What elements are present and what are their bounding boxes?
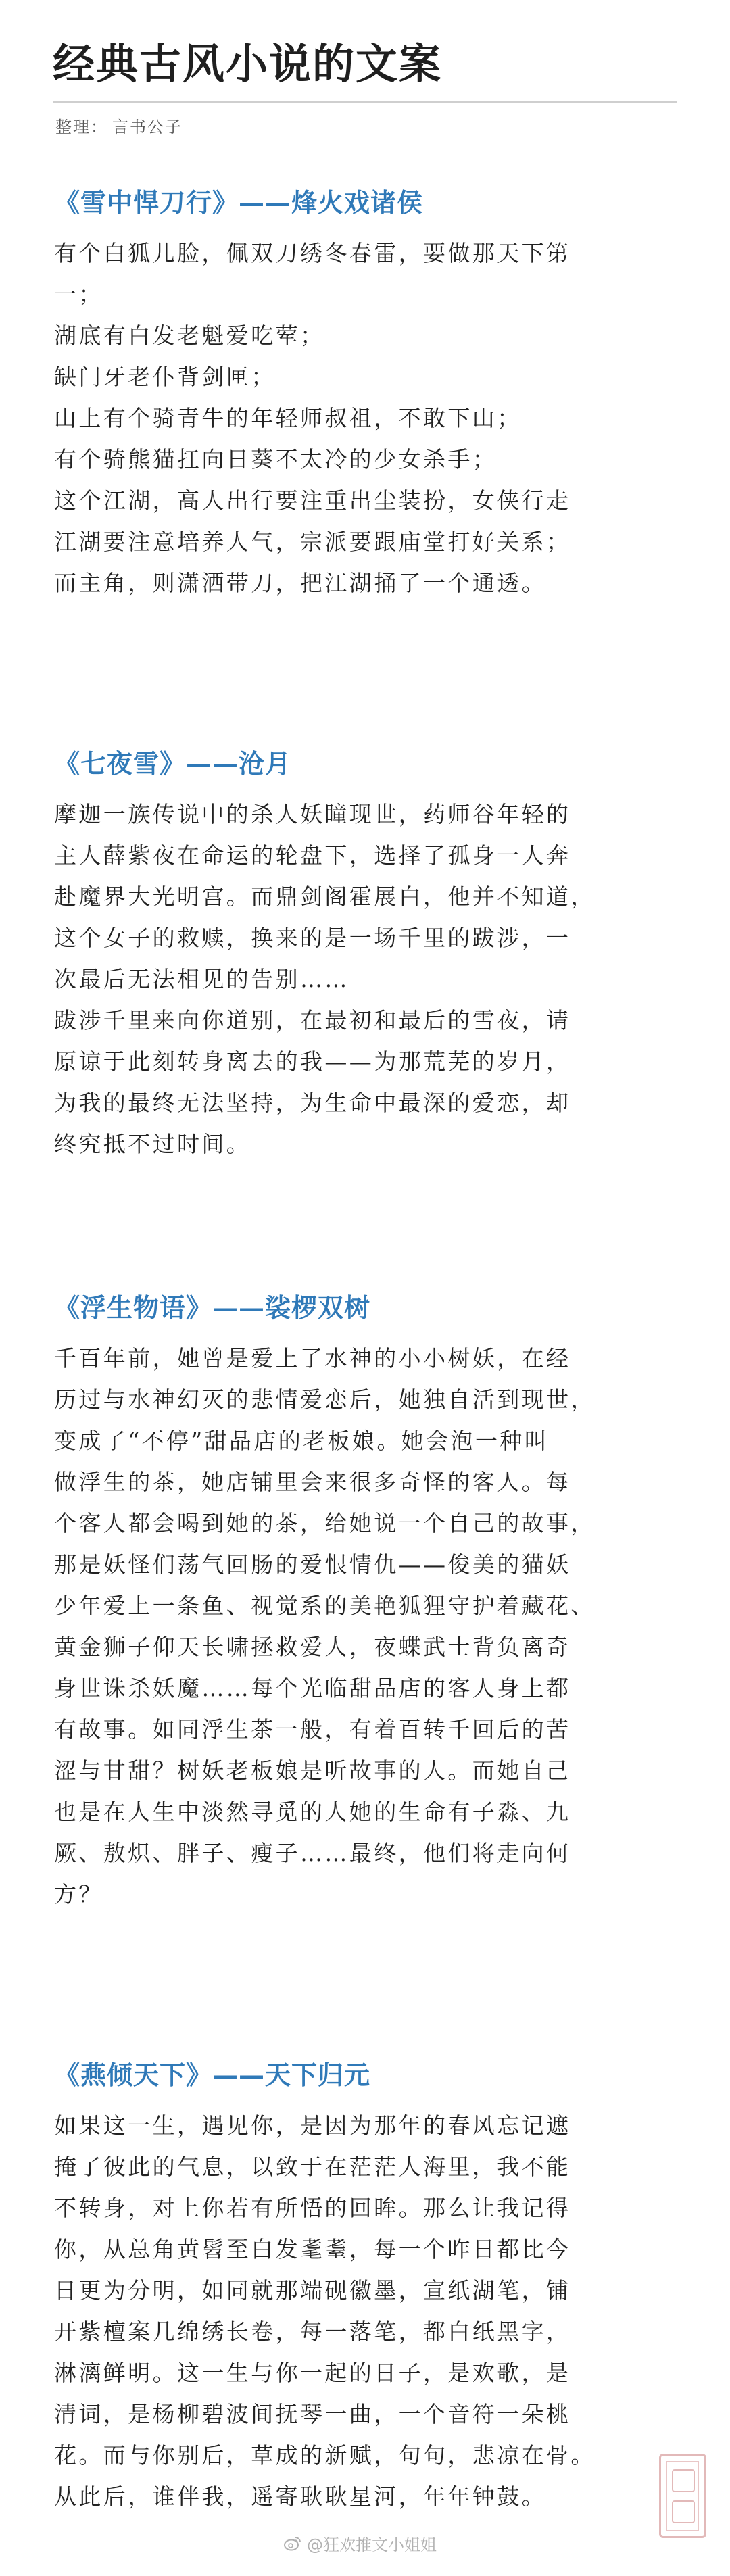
body-line: 为我的最终无法坚持，为生命中最深的爱恋，却 <box>54 1090 571 1116</box>
body-line: 一； <box>54 281 103 308</box>
body-line: 那是妖怪们荡气回肠的爱恨情仇——俊美的猫妖 <box>54 1551 571 1578</box>
compiler-name: 言书公子 <box>112 118 182 137</box>
body-line: 做浮生的茶，她店铺里会来很多奇怪的客人。每 <box>54 1469 571 1495</box>
body-line: 赴魔界大光明宫。而鼎剑阁霍展白，他并不知道， <box>54 883 595 910</box>
body-line: 历过与水神幻灭的悲情爱恋后，她独自活到现世， <box>54 1386 595 1413</box>
body-line: 跋涉千里来向你道别，在最初和最后的雪夜，请 <box>54 1007 571 1034</box>
body-line: 千百年前，她曾是爱上了水神的小小树妖，在经 <box>54 1345 571 1371</box>
body-line: 缺门牙老仆背剑匣； <box>54 364 276 390</box>
body-line: 有个白狐儿脸，佩双刀绣冬春雷，要做那天下第 <box>54 240 571 266</box>
body-line: 厥、敖炽、胖子、瘦子……最终，他们将走向何 <box>54 1840 571 1866</box>
body-line: 黄金狮子仰天长啸拯救爱人，夜蝶武士背负离奇 <box>54 1634 571 1660</box>
section-body <box>54 794 703 1165</box>
seal-stamp-icon <box>659 2454 706 2538</box>
section-xuezhong <box>54 183 703 604</box>
body-line: 有个骑熊猫扛向日葵不太冷的少女杀手； <box>54 446 497 472</box>
body-line: 变成了“不停”甜品店的老板娘。她会泡一种叫 <box>54 1428 550 1454</box>
section-heading: 《七夜雪》——沧月 <box>54 748 292 779</box>
body-line: 淋漓鲜明。这一生与你一起的日子，是欢歌，是 <box>54 2360 571 2386</box>
compiler-credit <box>55 114 182 137</box>
body-line: 少年爱上一条鱼、视觉系的美艳狐狸守护着藏花、 <box>54 1593 595 1619</box>
body-line: 山上有个骑青牛的年轻师叔祖，不敢下山； <box>54 405 522 431</box>
body-line: 江湖要注意培养人气，宗派要跟庙堂打好关系； <box>54 529 571 555</box>
body-line: 个客人都会喝到她的茶，给她说一个自己的故事， <box>54 1510 595 1536</box>
body-line: 方？ <box>54 1881 103 1907</box>
body-line: 从此后，谁伴我，遥寄耿耿星河，年年钟鼓。 <box>54 2483 546 2510</box>
body-line: 原谅于此刻转身离去的我——为那荒芜的岁月， <box>54 1048 571 1075</box>
body-line: 不转身，对上你若有所悟的回眸。那么让我记得 <box>54 2195 571 2221</box>
seal-glyph-mark <box>672 2500 695 2523</box>
body-line: 这个女子的救赎，换来的是一场千里的跋涉，一 <box>54 925 571 951</box>
body-line: 摩迦一族传说中的杀人妖瞳现世，药师谷年轻的 <box>54 801 571 827</box>
body-line: 主人薛紫夜在命运的轮盘下，选择了孤身一人奔 <box>54 842 571 869</box>
body-line: 这个江湖，高人出行要注重出尘装扮，女侠行走 <box>54 487 571 514</box>
title-divider <box>53 101 677 103</box>
body-line: 而主角，则潇洒带刀，把江湖捅了一个通透。 <box>54 570 546 596</box>
watermark <box>284 2531 437 2555</box>
compiler-label: 整理： <box>55 118 108 137</box>
section-heading: 《浮生物语》——裟椤双树 <box>54 1292 371 1323</box>
weibo-icon <box>284 2536 301 2551</box>
section-heading: 《雪中悍刀行》——烽火戏诸侯 <box>54 187 424 218</box>
body-line: 开紫檀案几绵绣长卷，每一落笔，都白纸黑字， <box>54 2318 571 2345</box>
document-title: 经典古风小说的文案 <box>53 39 443 89</box>
seal-glyph-mark <box>672 2469 695 2492</box>
watermark-text: @狂欢推文小姐姐 <box>307 2535 437 2554</box>
section-body <box>54 1338 703 1915</box>
body-line: 有故事。如同浮生茶一般，有着百转千回后的苦 <box>54 1716 571 1743</box>
body-line: 身世诛杀妖魔……每个光临甜品店的客人身上都 <box>54 1675 571 1701</box>
body-line: 清词，是杨柳碧波间抚琴一曲，一个音符一朵桃 <box>54 2401 571 2427</box>
section-yanqing <box>54 2055 703 2517</box>
body-line: 湖底有白发老魁爱吃荤； <box>54 322 325 349</box>
section-fusheng <box>54 1288 703 1915</box>
body-line: 你，从总角黄髫至白发耄耋，每一个昨日都比今 <box>54 2236 571 2262</box>
body-line: 次最后无法相见的告别…… <box>54 966 349 992</box>
body-line: 终究抵不过时间。 <box>54 1131 251 1157</box>
body-line: 日更为分明，如同就那端砚徽墨，宣纸湖笔，铺 <box>54 2277 571 2304</box>
section-heading: 《燕倾天下》——天下归元 <box>54 2060 371 2090</box>
body-line: 花。而与你别后，草成的新赋，句句，悲凉在骨。 <box>54 2442 595 2469</box>
body-line: 也是在人生中淡然寻觅的人她的生命有子淼、九 <box>54 1799 571 1825</box>
body-line: 涩与甘甜？树妖老板娘是听故事的人。而她自己 <box>54 1757 571 1784</box>
body-line: 如果这一生，遇见你，是因为那年的春风忘记遮 <box>54 2112 571 2139</box>
section-body <box>54 2105 703 2517</box>
body-line: 掩了彼此的气息，以致于在茫茫人海里，我不能 <box>54 2154 571 2180</box>
section-qiyexue <box>54 744 703 1165</box>
section-body <box>54 233 703 604</box>
